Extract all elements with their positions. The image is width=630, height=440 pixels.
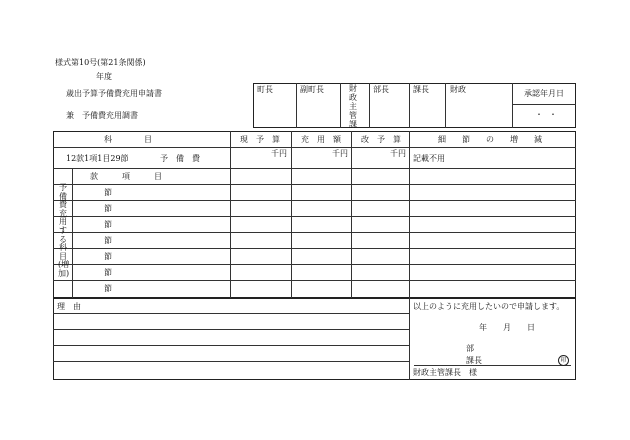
- request-statement: 以上のように充用したいので申請します。: [413, 302, 565, 311]
- unit-allocation-amount: 千円: [332, 149, 348, 158]
- table-row: 節: [104, 268, 112, 277]
- form-title-line2: 兼 予備費充用調書: [66, 111, 138, 120]
- table-row: 節: [104, 284, 112, 293]
- seal-mark-icon: 印: [558, 355, 569, 366]
- unit-current-budget: 千円: [271, 149, 287, 158]
- reserve-code: 12款1項1目29節: [66, 154, 129, 163]
- table-row: 節: [104, 188, 112, 197]
- approval-date-value: ・・: [535, 110, 563, 119]
- table-row: 節: [104, 204, 112, 213]
- stamp-deputy-mayor: 副町長: [300, 85, 324, 94]
- stamp-finance: 財政: [450, 85, 466, 94]
- table-row: 節: [104, 236, 112, 245]
- table-row: 節: [104, 220, 112, 229]
- form-number: 様式第10号(第21条関係): [55, 58, 146, 67]
- request-date: 年 月 日: [479, 323, 535, 332]
- request-addressee: 財政主管課長 様: [413, 368, 477, 377]
- sub-header-kan-kou-moku: 款 項 目: [90, 172, 162, 181]
- stamp-finance-division: 財政主管課: [349, 84, 357, 129]
- approval-date-label: 承認年月日: [524, 89, 564, 98]
- reserve-note: 記載不用: [413, 154, 445, 163]
- header-current-budget: 現 予 算: [240, 135, 280, 144]
- header-revised-budget: 改 予 算: [361, 135, 401, 144]
- stamp-mayor: 町長: [257, 85, 273, 94]
- header-subject: 科 目: [104, 135, 152, 144]
- reason-label: 理 由: [57, 302, 81, 311]
- header-detail-changes: 細 節 の 増 減: [438, 135, 542, 144]
- stamp-director: 部長: [373, 85, 389, 94]
- form-title-line1: 歳出予算予備費充用申請書: [66, 89, 162, 98]
- reserve-label: 予 備 費: [160, 154, 200, 163]
- table-row: 節: [104, 252, 112, 261]
- budget-table: [53, 131, 576, 298]
- side-label-increase-subjects: 予備費充用する科目(増加): [58, 183, 70, 278]
- unit-revised-budget: 千円: [390, 149, 406, 158]
- fiscal-year-label: 年度: [96, 72, 112, 81]
- request-section-chief: 課長: [466, 356, 482, 365]
- request-department: 部: [466, 344, 474, 353]
- stamp-section-chief: 課長: [413, 85, 429, 94]
- header-allocation-amount: 充 用 額: [301, 135, 341, 144]
